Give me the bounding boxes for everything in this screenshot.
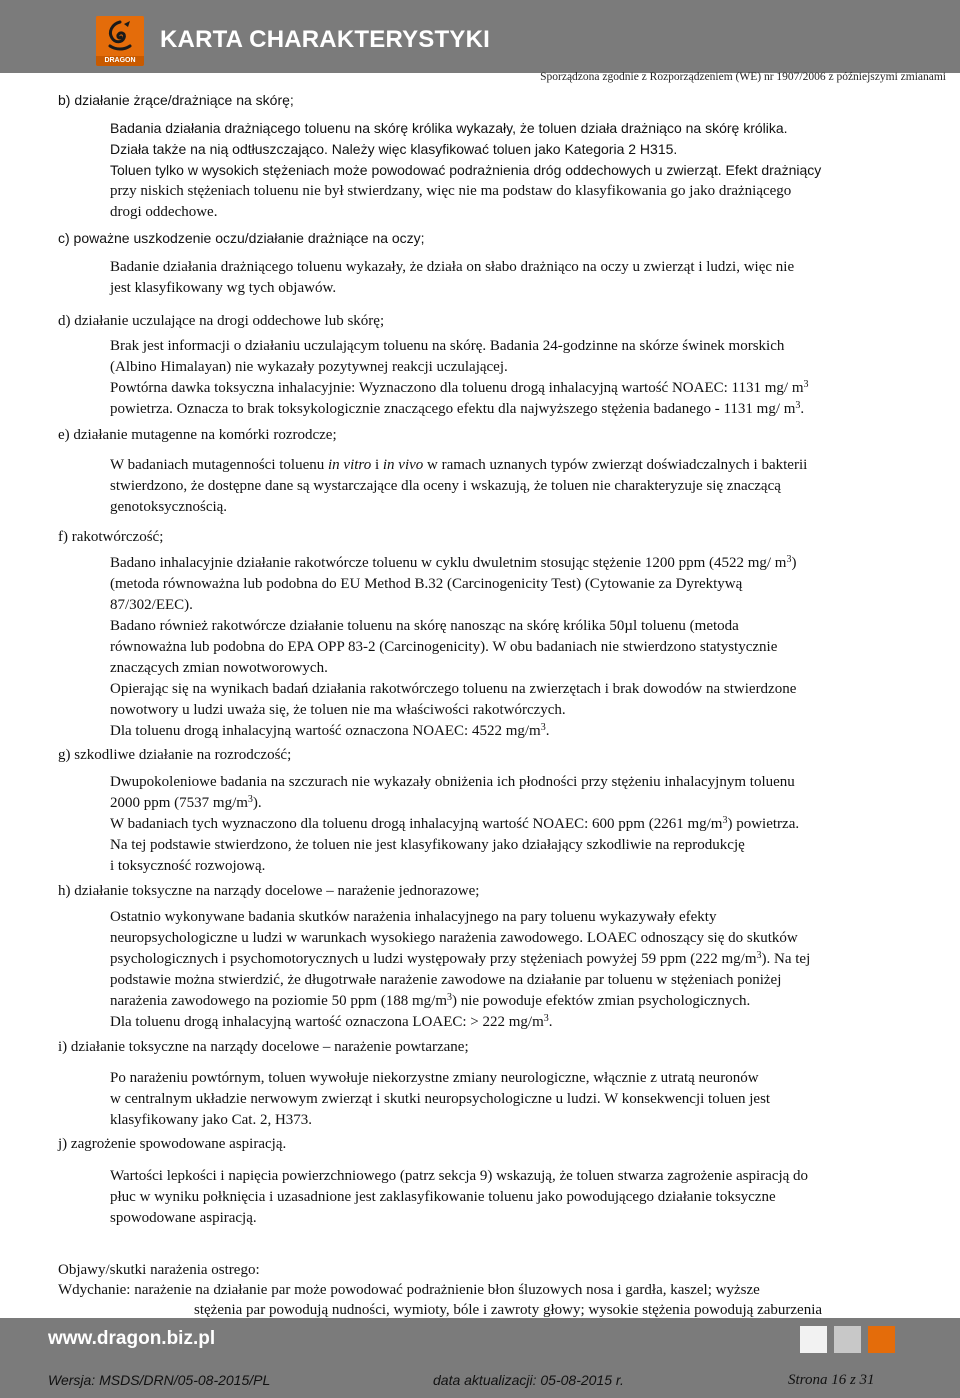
text-line: nowotwory u ludzi uważa się, że toluen nie ma właściwości rakotwórczych.	[110, 702, 566, 718]
page-number: Strona 16 z 31	[788, 1372, 875, 1388]
footer-square-orange	[868, 1326, 895, 1353]
text-line: Działa także na nią odtłuszczająco. Należy więc klasyfikować toluen jako Kategoria 2 H315.	[110, 141, 678, 157]
text-line: Badania działania drażniącego toluenu na skórę królika wykazały, że toluen działa drażniąco na skórę królika.	[110, 120, 788, 136]
regulation-note: Sporządzona zgodnie z Rozporządzeniem (WE) nr 1907/2006 z późniejszymi zmianami	[540, 71, 946, 83]
text-span: psychologicznych i psychomotorycznych u ludzi występowały przy stężeniach powyżej 59 ppm (222 mg/m	[110, 951, 757, 967]
section-b-text-2	[110, 160, 940, 223]
text-span: ) nie powoduje efektów zmian psychologicznych.	[451, 993, 751, 1009]
section-i-text	[110, 1068, 940, 1131]
text-line: jest klasyfikowany wg tych objawów.	[110, 280, 337, 296]
text-span: )	[791, 555, 797, 571]
text-line: Ostatnio wykonywane badania skutków narażenia inhalacyjnego na pary toluenu wykazywały efekty	[110, 909, 717, 925]
text-line: klasyfikowany jako Cat. 2, H373.	[110, 1112, 313, 1128]
logo-brand-text: DRAGON	[96, 56, 144, 66]
footer-square-light	[800, 1326, 827, 1353]
text-line: Dwupokoleniowe badania na szczurach nie wykazały obniżenia ich płodności przy stężeniu inhalacyjnym toluenu	[110, 774, 795, 790]
acute-symptoms	[58, 1260, 948, 1320]
superscript: 3	[795, 400, 801, 411]
superscript: 3	[540, 722, 546, 733]
text-line: genotoksycznością.	[110, 499, 228, 515]
dragon-icon	[96, 16, 144, 56]
section-g-heading: g) szkodliwe działanie na rozrodczość;	[58, 747, 292, 763]
text-span: W badaniach tych wyznaczono dla toluenu drogą inhalacyjną wartość NOAEC: 600 ppm (2261 mg/m	[110, 816, 723, 832]
text-span: Dla toluenu drogą inhalacyjną wartość oznaczona NOAEC: 4522 mg/m	[110, 723, 541, 739]
text-line	[110, 553, 940, 574]
section-e-heading: e) działanie mutagenne na komórki rozrodcze;	[58, 427, 337, 443]
text-line: równoważna lub podobna do EPA OPP 83-2 (Carcinogenicity). W obu badaniach nie stwierdzono statystycznie	[110, 639, 778, 655]
text-line	[110, 949, 940, 970]
text-line	[110, 455, 940, 476]
document-title: KARTA CHARAKTERYSTYKI	[160, 26, 490, 53]
text-span: .	[548, 1014, 553, 1030]
superscript: 3	[803, 379, 809, 390]
acute-title: Objawy/skutki narażenia ostrego:	[58, 1262, 260, 1278]
text-line: Badano również rakotwórcze działanie toluenu na skórę nanosząc na skórę królika 50µl toluenu (metoda	[110, 618, 739, 634]
text-line: 87/302/EEC).	[110, 597, 193, 613]
text-line: (metoda równoważna lub podobna do EU Method B.32 (Carcinogenicity Test) (Cytowanie za Dyrektywą	[110, 576, 743, 592]
text-line	[110, 793, 940, 814]
section-j-heading: j) zagrożenie spowodowane aspiracją.	[58, 1136, 287, 1152]
update-date: data aktualizacji: 05-08-2015 r.	[433, 1372, 624, 1388]
italic-term: in vivo	[382, 457, 424, 473]
text-span: Dla toluenu drogą inhalacyjną wartość oznaczona LOAEC: > 222 mg/m	[110, 1014, 544, 1030]
text-line: Po narażeniu powtórnym, toluen wywołuje niekorzystne zmiany neurologiczne, włącznie z utratą neuronów	[110, 1070, 759, 1086]
text-line: płuc w wyniku połknięcia i uzasadnione jest zaklasyfikowanie toluenu jako powodującego działanie toksyczne	[110, 1189, 776, 1205]
section-i-heading: i) działanie toksyczne na narządy docelowe – narażenie powtarzane;	[58, 1039, 469, 1055]
superscript: 3	[722, 815, 728, 826]
section-d-heading: d) działanie uczulające na drogi oddechowe lub skórę;	[58, 313, 385, 329]
section-e-text	[110, 455, 940, 518]
section-d-text	[110, 336, 940, 420]
text-span: .	[800, 401, 805, 417]
text-span: ) powietrza.	[727, 816, 800, 832]
text-span: narażenia zawodowego na poziomie 50 ppm (188 mg/m	[110, 993, 447, 1009]
page-footer	[0, 1318, 960, 1398]
text-line: drogi oddechowe.	[110, 204, 218, 220]
text-line	[110, 991, 940, 1012]
text-line: stwierdzono, że dostępne dane są wystarczające dla oceny i wskazują, że toluen nie charakteryzuje się znaczącą	[110, 478, 781, 494]
superscript: 3	[756, 950, 762, 961]
text-line: Wdychanie: narażenie na działanie par może powodować podrażnienie błon śluzowych nosa i gardła, kaszel; wyższe	[58, 1282, 760, 1298]
text-span: 2000 ppm (7537 mg/m	[110, 795, 248, 811]
text-line	[110, 399, 940, 420]
text-span: .	[545, 723, 550, 739]
text-line: Wartości lepkości i napięcia powierzchniowego (patrz sekcja 9) wskazują, że toluen stwarza zagrożenie aspiracją do	[110, 1168, 809, 1184]
text-line: spowodowane aspiracją.	[110, 1210, 257, 1226]
text-span: ). Na tej	[761, 951, 811, 967]
text-line	[110, 378, 940, 399]
text-line: Brak jest informacji o działaniu uczulającym toluenu na skórę. Badania 24-godzinne na skórze świnek morskich	[110, 338, 785, 354]
page-header	[0, 0, 960, 73]
section-j-text	[110, 1166, 940, 1229]
text-line: stężenia par powodują nudności, wymioty, bóle i zawroty głowy; wysokie stężenia powodują zaburzenia	[194, 1302, 823, 1318]
text-line: Opierając się na wynikach badań działania rakotwórczego toluenu na zwierzętach i brak dowodów na stwierdzone	[110, 681, 797, 697]
text-span: Badano inhalacyjnie działanie rakotwórcze toluenu w cyklu dwuletnim stosując stężenie 1200 ppm (4522 mg/ m	[110, 555, 787, 571]
text-line: podstawie można stwierdzić, że długotrwałe narażenie zawodowe na działanie par toluenu w stężeniach poniżej	[110, 972, 782, 988]
text-span: i	[371, 457, 383, 473]
website-link[interactable]: www.dragon.biz.pl	[48, 1328, 216, 1349]
text-line: (Albino Himalayan) nie wykazały pozytywnej reakcji uczulającej.	[110, 359, 508, 375]
section-c-heading: c) poważne uszkodzenie oczu/działanie drażniące na oczy;	[58, 230, 425, 246]
text-line: w centralnym układzie nerwowym zwierząt i skutki neuropsychologiczne u ludzi. W konsekwencji toluen jest	[110, 1091, 771, 1107]
text-line	[110, 721, 940, 742]
section-f-text	[110, 553, 940, 742]
superscript: 3	[786, 554, 792, 565]
text-span: powietrza. Oznacza to brak toksykologicznie znaczącego efektu dla najwyższego stężenia badanego - 1131 mg/ m	[110, 401, 796, 417]
text-line	[110, 1012, 940, 1033]
section-h-text	[110, 907, 940, 1033]
dragon-logo	[96, 16, 144, 66]
section-f-heading: f) rakotwórczość;	[58, 529, 164, 545]
section-b-text	[110, 118, 940, 160]
text-line: Badanie działania drażniącego toluenu wykazały, że działa on słabo drażniąco na oczy u zwierząt i ludzi, więc nie	[110, 259, 795, 275]
footer-square-gray	[834, 1326, 861, 1353]
text-span: W badaniach mutagenności toluenu	[110, 457, 328, 473]
text-line: neuropsychologiczne u ludzi w warunkach wysokiego narażenia zawodowego. LOAEC odnoszący się do skutków	[110, 930, 798, 946]
text-span: Powtórna dawka toksyczna inhalacyjnie: Wyznaczono dla toluenu drogą inhalacyjną wartość NOAEC: 1131 mg/ m	[110, 380, 804, 396]
text-line: i toksyczność rozwojową.	[110, 858, 266, 874]
text-line: znaczących zmian nowotworowych.	[110, 660, 328, 676]
version-label: Wersja: MSDS/DRN/05-08-2015/PL	[48, 1372, 271, 1388]
text-line: Toluen tylko w wysokich stężeniach może powodować podrażnienia dróg oddechowych u zwierząt. Efekt drażniący	[110, 162, 822, 178]
section-c-text	[110, 257, 940, 299]
text-line: Na tej podstawie stwierdzono, że toluen nie jest klasyfikowany jako działający szkodliwie na reprodukcję	[110, 837, 745, 853]
italic-term: in vitro	[328, 457, 372, 473]
section-b-heading: b) działanie żrące/drażniące na skórę;	[58, 92, 294, 108]
text-span: ).	[252, 795, 262, 811]
superscript: 3	[446, 992, 452, 1003]
superscript: 3	[247, 794, 253, 805]
text-line: przy niskich stężeniach toluenu nie był stwierdzany, więc nie ma podstaw do klasyfikowania go jako drażniącego	[110, 183, 792, 199]
section-g-text	[110, 772, 940, 877]
section-h-heading: h) działanie toksyczne na narządy docelowe – narażenie jednorazowe;	[58, 883, 480, 899]
superscript: 3	[543, 1013, 549, 1024]
text-span: w ramach uznanych typów zwierząt doświadczalnych i bakterii	[423, 457, 808, 473]
text-line	[110, 814, 940, 835]
